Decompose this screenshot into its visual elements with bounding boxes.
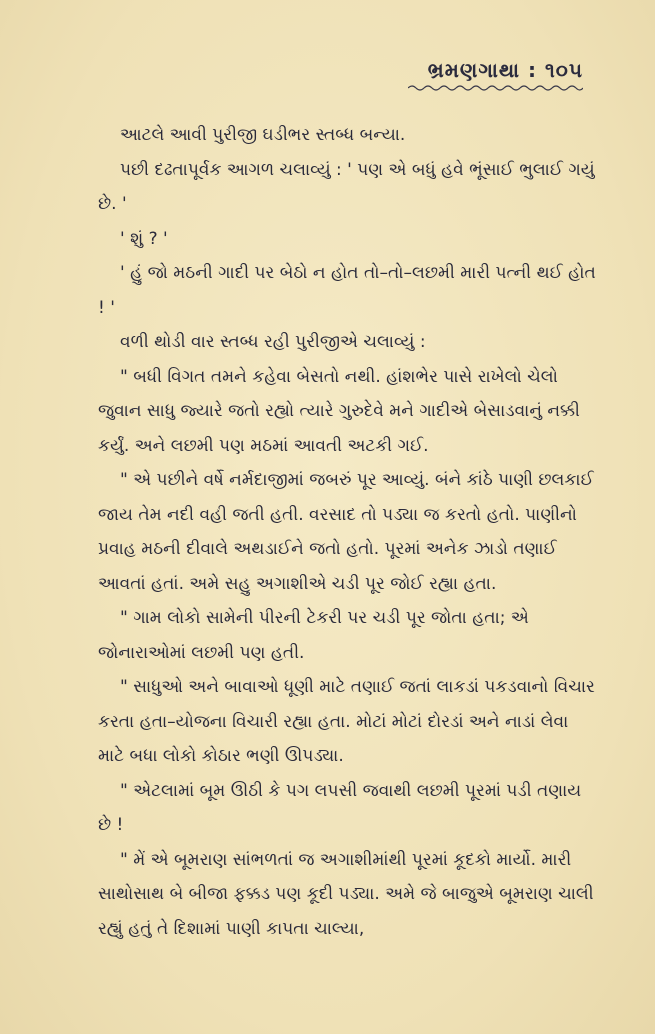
paragraph: ' હું જો મઠની ગાદી પર બેઠો ન હોત તો–તો–લછમી મારી પત્ની થઈ હોત ! ': [98, 263, 596, 318]
paragraph: " મેં એ બૂમરાણ સાંભળતાં જ અગાશીમાંથી પૂરમાં કૂદકો માર્યો. મારી સાથોસાથ બે બીજા ફક્કડ પણ કૂદી પડ્યા. અમે જે બાજુએ બૂમરાણ ચાલી રહ્યું હતું તે દિશામાં પાણી કાપતા ચાલ્યા,: [98, 849, 594, 939]
paragraph: આટલે આવી પુરીજી ઘડીભર સ્તબ્ધ બન્યા.: [120, 125, 406, 145]
running-header: [408, 58, 583, 92]
header-title: ભ્રમણગાથા : ૧૦૫: [427, 58, 583, 82]
wavy-rule-decoration: [408, 84, 583, 92]
paragraph: " ગામ લોકો સામેની પીરની ટેકરી પર ચડી પૂર જોતા હતા; એ જોનારાઓમાં લછમી પણ હતી.: [98, 608, 529, 663]
paragraph: વળી થોડી વાર સ્તબ્ધ રહી પુરીજીએ ચલાવ્યું :: [120, 332, 426, 352]
paragraph: ' શું ? ': [120, 228, 168, 249]
paragraph: પછી દઢતાપૂર્વક આગળ ચલાવ્યું : ' પણ એ બધું હવે ભૂંસાઈ ભુલાઈ ગયું છે. ': [98, 159, 595, 214]
body-text: [98, 118, 598, 946]
paragraph: " સાધુઓ અને બાવાઓ ધૂણી માટે તણાઈ જતાં લાકડાં પકડવાનો વિચાર કરતા હતા–યોજના વિચારી રહ્યા હતા. મોટાં મોટાં દોરડાં અને નાડાં લેવા માટે બધા લોકો કોઠાર ભણી ઊપડ્યા.: [98, 677, 595, 766]
paragraph: " એટલામાં બૂમ ઊઠી કે પગ લપસી જવાથી લછમી પૂરમાં પડી તણાય છે !: [98, 780, 582, 835]
paragraph: " બધી વિગત તમને કહેવા બેસતો નથી. હાંશભેર પાસે રાખેલો ચેલો જુવાન સાધુ જ્યારે જતો રહ્યો ત્યારે ગુરુદેવે મને ગાદીએ બેસાડવાનું નક્કી કર્યું. અને લછમી પણ મઠમાં આવતી અટકી ગઈ.: [98, 366, 580, 456]
paragraph: " એ પછીને વર્ષે નર્મદાજીમાં જબરું પૂર આવ્યું. બંને કાંઠે પાણી છલકાઈ જાય તેમ નદી વહી જતી હતી. વરસાદ તો પડ્યા જ કરતો હતો. પાણીનો પ્રવાહ મઠની દીવાલે અથડાઈને જતો હતો. પૂરમાં અનેક ઝાડો તણાઈ આવતાં હતાં. અમે સહુ અગાશીએ ચડી પૂર જોઈ રહ્યા હતા.: [98, 470, 594, 594]
